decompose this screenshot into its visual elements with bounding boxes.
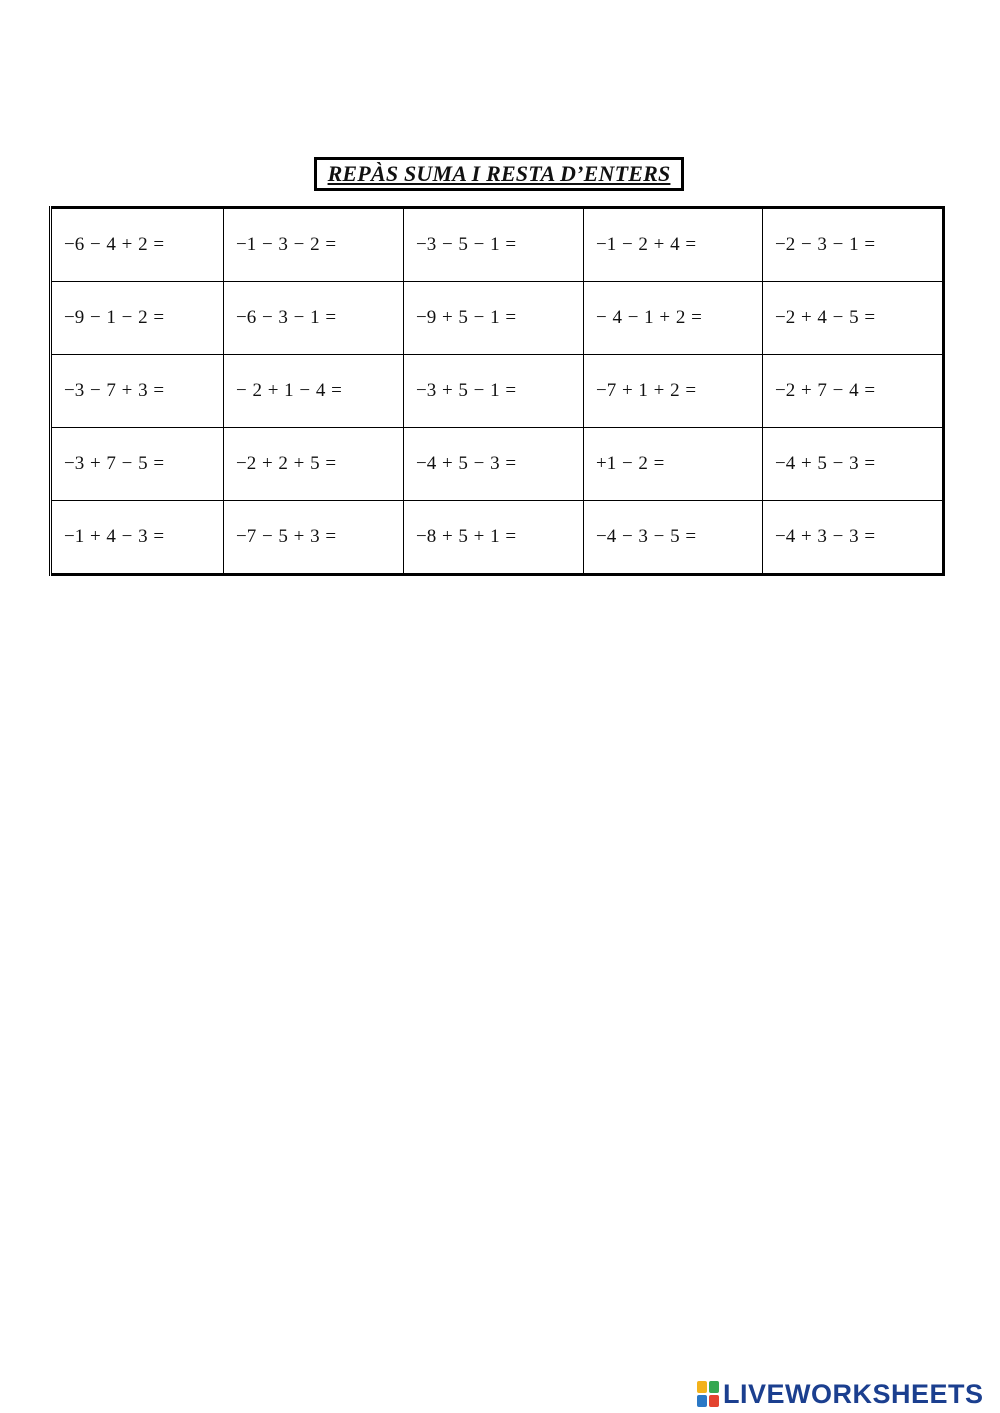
exercise-cell: −2 + 7 − 4 = <box>763 355 944 428</box>
exercise-cell: −6 − 4 + 2 = <box>51 208 224 282</box>
exercise-cell: −6 − 3 − 1 = <box>224 282 404 355</box>
table-row <box>51 428 944 501</box>
exercise-cell: −1 + 4 − 3 = <box>51 501 224 575</box>
exercise-cell: −8 + 5 + 1 = <box>404 501 584 575</box>
exercise-cell: −3 − 7 + 3 = <box>51 355 224 428</box>
liveworksheets-branding <box>697 1378 984 1410</box>
exercise-cell: −2 + 2 + 5 = <box>224 428 404 501</box>
table-row <box>51 282 944 355</box>
liveworksheets-wordmark: LIVEWORKSHEETS <box>723 1378 984 1409</box>
exercise-cell: −9 − 1 − 2 = <box>51 282 224 355</box>
exercise-cell: −2 − 3 − 1 = <box>763 208 944 282</box>
table-row <box>51 355 944 428</box>
table-row <box>51 208 944 282</box>
worksheet-title: REPÀS SUMA I RESTA D’ENTERS <box>314 157 684 191</box>
exercise-cell: −4 + 5 − 3 = <box>404 428 584 501</box>
exercise-cell: −1 − 2 + 4 = <box>584 208 763 282</box>
logo-tile <box>697 1395 707 1407</box>
exercise-cell: −1 − 3 − 2 = <box>224 208 404 282</box>
exercise-cell: −4 − 3 − 5 = <box>584 501 763 575</box>
exercise-cell: −3 − 5 − 1 = <box>404 208 584 282</box>
exercise-cell: −2 + 4 − 5 = <box>763 282 944 355</box>
exercise-cell: −7 − 5 + 3 = <box>224 501 404 575</box>
logo-tile <box>709 1381 719 1393</box>
logo-tile <box>697 1381 707 1393</box>
exercise-cell: −3 + 7 − 5 = <box>51 428 224 501</box>
exercise-grid <box>49 206 945 576</box>
exercise-cell: −3 + 5 − 1 = <box>404 355 584 428</box>
table-row <box>51 501 944 575</box>
exercise-cell: −9 + 5 − 1 = <box>404 282 584 355</box>
exercise-cell: − 2 + 1 − 4 = <box>224 355 404 428</box>
exercise-cell: −7 + 1 + 2 = <box>584 355 763 428</box>
exercise-cell: − 4 − 1 + 2 = <box>584 282 763 355</box>
liveworksheets-logo-icon <box>697 1381 719 1407</box>
exercise-cell: −4 + 3 − 3 = <box>763 501 944 575</box>
exercise-cell: +1 − 2 = <box>584 428 763 501</box>
logo-tile <box>709 1395 719 1407</box>
exercise-cell: −4 + 5 − 3 = <box>763 428 944 501</box>
